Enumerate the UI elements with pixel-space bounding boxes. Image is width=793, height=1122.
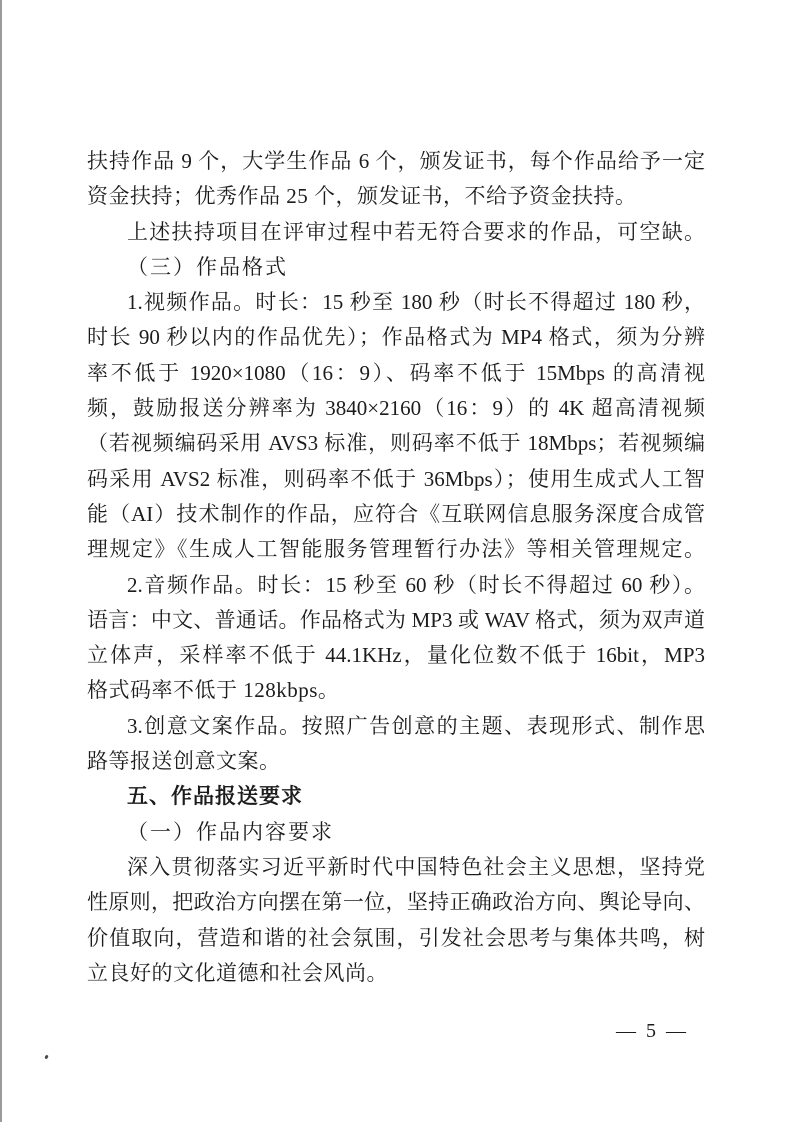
paragraph-line: 路等报送创意文案。 [87,749,281,774]
paragraph-line: 3.创意文案作品。按照广告创意的主题、表现形式、制作思 [127,713,705,738]
paragraph-line: 能（AI）技术制作的作品，应符合《互联网信息服务深度合成管 [87,501,705,526]
paragraph-line: 立体声，采样率不低于 44.1KHz，量化位数不低于 16bit，MP3 [87,643,705,668]
scan-speck [44,1055,48,1060]
heading-section-5: 五、作品报送要求 [127,785,303,809]
paragraph-line: 性原则，把政治方向摆在第一位，坚持正确政治方向、舆论导向、 [87,890,705,915]
paragraph-line: 语言：中文、普通话。作品格式为 MP3 或 WAV 格式，须为双声道 [87,607,705,632]
paragraph-line: 立良好的文化道德和社会风尚。 [87,960,388,985]
paragraph-line: 率不低于 1920×1080（16：9）、码率不低于 15Mbps 的高清视 [87,360,705,385]
paragraph-line: 2.音频作品。时长：15 秒至 60 秒（时长不得超过 60 秒）。 [127,572,705,597]
paragraph-line: （若视频编码采用 AVS3 标准，则码率不低于 18Mbps；若视频编 [87,431,705,456]
paragraph-line: 频，鼓励报送分辨率为 3840×2160（16：9）的 4K 超高清视频 [87,396,705,421]
document-body [87,144,705,991]
heading-subsection-format: （三）作品格式 [127,254,288,279]
paragraph-line: 上述扶持项目在评审过程中若无符合要求的作品，可空缺。 [127,219,705,244]
heading-subsection-content: （一）作品内容要求 [127,819,334,844]
paragraph-line: 价值取向，营造和谐的社会氛围，引发社会思考与集体共鸣，树 [87,925,705,950]
paragraph-line: 资金扶持；优秀作品 25 个，颁发证书，不给予资金扶持。 [87,184,637,209]
paragraph-line: 码采用 AVS2 标准，则码率不低于 36Mbps）；使用生成式人工智 [87,466,705,491]
paragraph-line: 理规定》《生成人工智能服务管理暂行办法》等相关管理规定。 [87,537,705,562]
paragraph-line: 1.视频作品。时长：15 秒至 180 秒（时长不得超过 180 秒， [127,290,705,315]
page-number: — 5 — [616,1020,686,1042]
paragraph-line: 深入贯彻落实习近平新时代中国特色社会主义思想，坚持党 [127,854,705,879]
scan-edge-line [0,0,2,1122]
paragraph-line: 时长 90 秒以内的作品优先）；作品格式为 MP4 格式，须为分辨 [87,325,705,350]
paragraph-line: 扶持作品 9 个，大学生作品 6 个，颁发证书，每个作品给予一定 [87,149,705,173]
paragraph-line: 格式码率不低于 128kbps。 [87,678,340,703]
